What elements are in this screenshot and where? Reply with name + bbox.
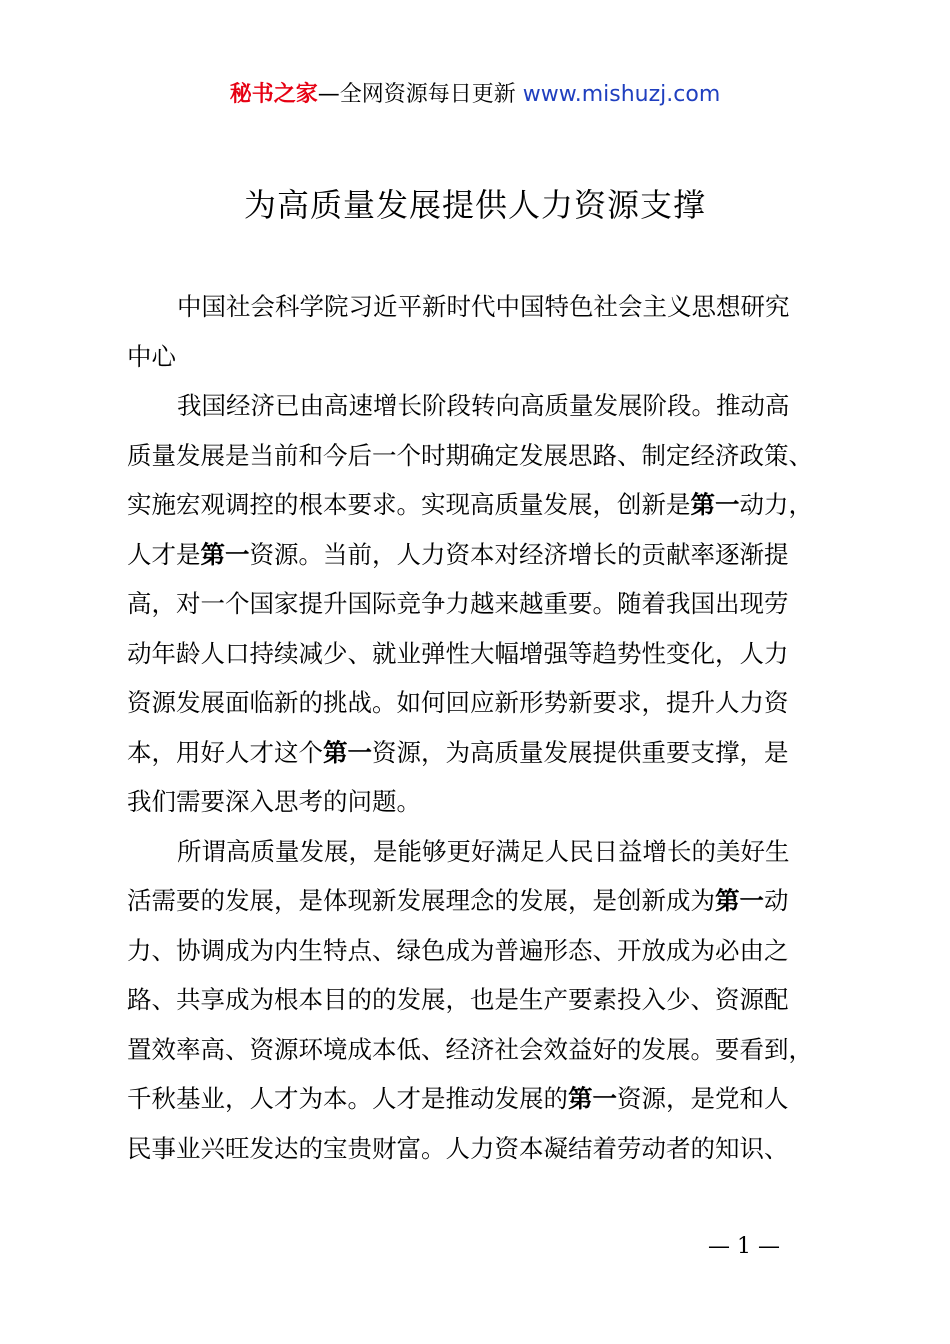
text-segment: 资源发展面临新的挑战。如何回应新形势新要求，提升人力资: [127, 688, 789, 717]
paragraph-2: [127, 827, 857, 1174]
text-segment: 质量发展是当前和今后一个时期确定发展思路、制定经济政策、: [127, 440, 813, 470]
text-segment: 资源，是党和人: [617, 1084, 789, 1113]
text-segment: 我们需要深入思考的问题。: [127, 787, 421, 816]
site-url-link[interactable]: www.mishuzj.com: [522, 82, 721, 107]
text-segment: 力、协调成为内生特点、绿色成为普遍形态、开放成为必由之: [127, 935, 789, 965]
text-line: [127, 975, 857, 1025]
document-title: 为高质量发展提供人力资源支撑: [243, 186, 706, 224]
text-segment: 人才是: [127, 539, 201, 569]
text-line: [127, 480, 857, 530]
text-line: [127, 381, 857, 431]
text-line: [127, 827, 857, 877]
text-segment: 活需要的发展，是体现新发展理念的发展，是创新成为: [127, 886, 715, 915]
text-segment: 我国经济已由高速增长阶段转向高质量发展阶段。推动高: [177, 391, 790, 420]
text-segment: 高，对一个国家提升国际竞争力越来越重要。随着我国出现劳: [127, 589, 789, 618]
page-number: — 1 —: [708, 1234, 780, 1259]
paragraph-1: [127, 381, 857, 827]
text-segment: 置效率高、资源环境成本低、经济社会效益好的发展。要看到，: [127, 1034, 813, 1064]
text-segment: 动年龄人口持续减少、就业弹性大幅增强等趋势性变化，人力: [127, 638, 789, 668]
text-line: [127, 728, 857, 778]
text-line: [127, 1124, 857, 1174]
text-line: [127, 1025, 857, 1075]
text-segment: 路、共享成为根本目的的发展，也是生产要素投入少、资源配: [127, 985, 789, 1014]
text-segment: 本，用好人才这个: [127, 737, 323, 767]
bold-text: 第一: [690, 490, 740, 519]
text-line: [127, 678, 857, 728]
text-line: [127, 876, 857, 926]
text-segment: 资源。当前，人力资本对经济增长的贡献率逐渐提: [249, 539, 789, 569]
text-segment: 动力，: [739, 490, 813, 519]
text-line: [127, 629, 857, 679]
text-line: [127, 1074, 857, 1124]
bold-text: 第一: [323, 737, 372, 767]
text-segment: 实施宏观调控的根本要求。实现高质量发展，创新是: [127, 490, 691, 519]
brand-name: 秘书之家: [229, 82, 318, 107]
author-line: 中心: [127, 341, 176, 371]
text-line: [127, 431, 857, 481]
bold-text: 第一: [200, 539, 250, 569]
text-segment: 千秋基业，人才为本。人才是推动发展的: [127, 1084, 568, 1113]
text-line: [127, 777, 857, 827]
text-segment: 动: [764, 886, 789, 915]
text-line: [127, 530, 857, 580]
bold-text: 第一: [715, 886, 764, 915]
header-tagline: —全网资源每日更新: [317, 82, 516, 107]
author-line: 中国社会科学院习近平新时代中国特色社会主义思想研究: [177, 292, 790, 321]
site-header: [0, 78, 950, 112]
document-body: [127, 282, 857, 1173]
text-segment: 所谓高质量发展，是能够更好满足人民日益增长的美好生: [177, 836, 790, 866]
text-segment: 民事业兴旺发达的宝贵财富。人力资本凝结着劳动者的知识、: [127, 1133, 789, 1163]
bold-text: 第一: [568, 1084, 617, 1113]
text-line: [127, 926, 857, 976]
text-segment: 资源，为高质量发展提供重要支撑，是: [372, 737, 789, 767]
text-line: [127, 579, 857, 629]
